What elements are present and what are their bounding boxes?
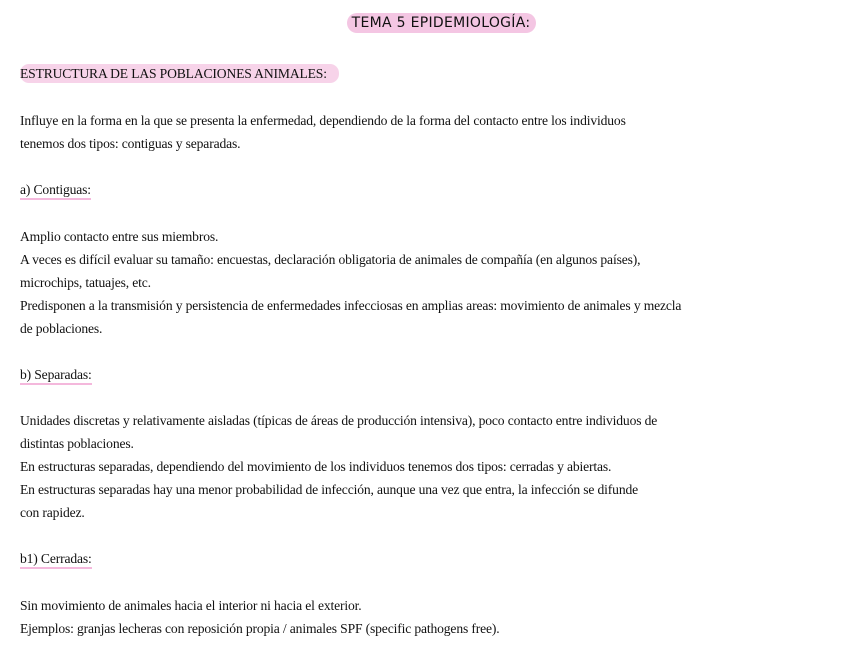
intro-line-2: tenemos dos tipos: contiguas y separadas. [20, 136, 241, 151]
subheading-separadas [20, 367, 92, 383]
contiguas-line-3: microchips, tatuajes, etc. [20, 275, 151, 290]
contiguas-line-4: Predisponen a la transmisión y persistencia de enfermedades infecciosas en amplias areas: movimiento de animales y mezcla [20, 298, 682, 313]
contiguas-line-2: A veces es difícil evaluar su tamaño: encuestas, declaración obligatoria de animales de compañía (en algunos países), [20, 252, 641, 267]
separadas-line-1: Unidades discretas y relativamente aisladas (típicas de áreas de producción intensiva), poco contacto entre individuos de [20, 413, 658, 428]
subheading-cerradas [20, 551, 92, 567]
separadas-line-4: En estructuras separadas hay una menor probabilidad de infección, aunque una vez que entra, la infección se difunde [20, 482, 638, 497]
intro-line-1: Influye en la forma en la que se presenta la enfermedad, dependiendo de la forma del contacto entre los individuos [20, 113, 626, 128]
separadas-line-5: con rapidez. [20, 505, 85, 520]
document-title-text: TEMA 5 EPIDEMIOLOGÍA: [347, 13, 537, 33]
subheading-cerradas-text: b1) Cerradas: [20, 551, 92, 569]
subheading-contiguas-text: a) Contiguas: [20, 182, 91, 200]
contiguas-line-5: de poblaciones. [20, 321, 103, 336]
cerradas-line-2: Ejemplos: granjas lecheras con reposición propia / animales SPF (specific pathogens free). [20, 621, 500, 636]
document-title [0, 15, 848, 31]
cerradas-line-1: Sin movimiento de animales hacia el interior ni hacia el exterior. [20, 598, 362, 613]
subheading-separadas-text: b) Separadas: [20, 367, 92, 385]
separadas-line-3: En estructuras separadas, dependiendo del movimiento de los individuos tenemos dos tipos: cerradas y abiertas. [20, 459, 612, 474]
contiguas-line-1: Amplio contacto entre sus miembros. [20, 229, 219, 244]
section-heading-text: ESTRUCTURA DE LAS POBLACIONES ANIMALES: [20, 64, 339, 83]
section-heading [20, 66, 339, 82]
subheading-contiguas [20, 182, 91, 198]
separadas-line-2: distintas poblaciones. [20, 436, 134, 451]
